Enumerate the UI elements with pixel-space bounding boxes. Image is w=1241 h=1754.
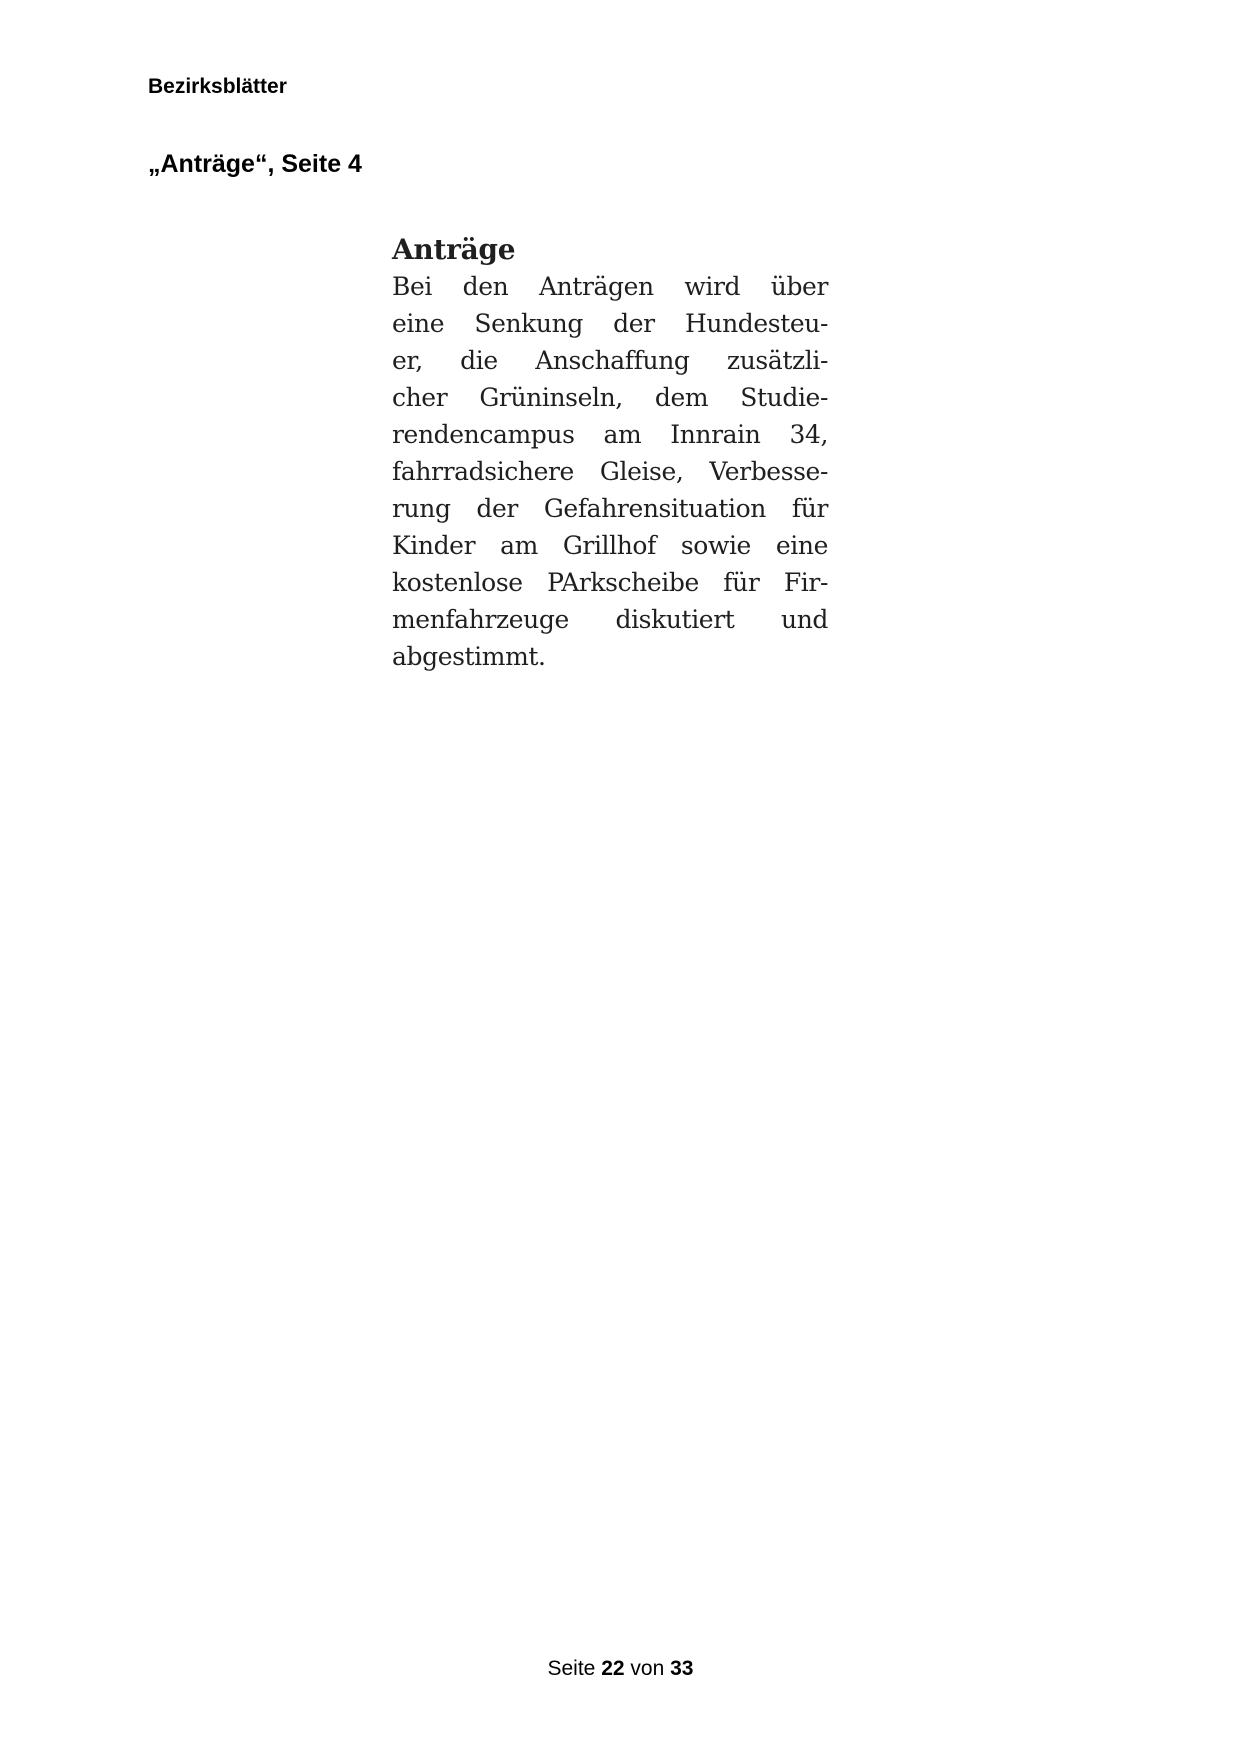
footer-separator: von [630, 1657, 665, 1680]
clipping-line: kostenlose PArkscheibe für Fir- [392, 568, 828, 597]
newspaper-clipping [392, 232, 828, 675]
current-page-number: 22 [601, 1657, 625, 1680]
clipping-body [392, 268, 828, 675]
publication-header: Bezirksblätter [148, 75, 287, 98]
total-page-count: 33 [670, 1657, 694, 1680]
clipping-line: menfahrzeuge diskutiert und [392, 605, 828, 634]
clipping-line: abgestimmt. [392, 642, 546, 671]
clipping-line: rung der Gefahrensituation für [392, 494, 828, 523]
clipping-heading: Anträge [392, 233, 516, 266]
clipping-line: rendencampus am Innrain 34, [392, 420, 828, 449]
clipping-line: cher Grüninseln, dem Studie- [392, 383, 828, 412]
clipping-line: Bei den Anträgen wird über [392, 272, 828, 301]
clipping-line: er, die Anschaffung zusätzli- [392, 346, 828, 375]
footer-prefix: Seite [547, 1657, 596, 1680]
page-footer [0, 1656, 1241, 1682]
clipping-line: eine Senkung der Hundesteu- [392, 309, 828, 338]
clipping-line: fahrradsichere Gleise, Verbesse- [392, 457, 828, 486]
section-title: „Anträge“, Seite 4 [148, 150, 362, 178]
clipping-line: Kinder am Grillhof sowie eine [392, 531, 828, 560]
